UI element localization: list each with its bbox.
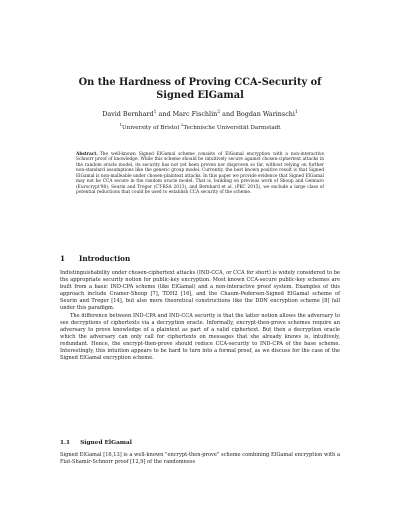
- section-number: 1: [60, 254, 66, 263]
- paragraph: Signed ElGamal [16,13] is a well-known "encrypt-then-prove" scheme combining ElGamal encryption with a Fiat-Shamir-Schnorr proof [12,9] of the randomness: [60, 452, 340, 466]
- affiliation-mark: 1: [119, 122, 122, 128]
- title-line-2: Signed ElGamal: [156, 90, 244, 101]
- author-name: and Marc Fischlin: [156, 110, 218, 118]
- paragraph: Indistinguishability under chosen-ciphertext attacks (IND-CCA, or CCA for short) is widely considered to be the appropriate security notion for public-key encryption. Most known CCA-secure public-key schemes are built from a basic IND-CPA scheme (like ElGamal) and a non-interactive proof system. Examples of this approach include Cramer-Shoup [7], TDH2 [16], and the Chaum-Pedersen-Signed ElGamal scheme of Seurin and Treger [14], but also more theoretical constructions like the DDN encryption scheme [8] fall under this paradigm.: [60, 270, 340, 312]
- introduction-body: [60, 270, 340, 362]
- affiliation-name: Technische Universität Darmstadt: [183, 125, 281, 131]
- author-list: [40, 110, 360, 119]
- section-heading-introduction: [60, 254, 340, 263]
- subsection-title: Signed ElGamal: [80, 440, 132, 446]
- abstract-text: The well-known Signed ElGamal scheme consists of ElGamal encryption with a non-interactive Schnorr proof of knowledge. While this scheme should be intuitively secure against chosen-ciphertext attacks in the random oracle model, its security has not yet been proven nor disproven so far, without relying on further non-standard assumptions like the generic group model. Currently, the best known positive result is that Signed ElGamal is non-malleable under chosen-plaintext attacks. In this paper we provide evidence that Signed ElGamal may not be CCA secure in the random oracle model. That is, building on previous work of Shoup and Gennaro (Eurocrypt'98), Seurin and Treger (CT-RSA 2013), and Bernhard et al. (PKC 2015), we exclude a large class of potential reductions that could be used to establish CCA security of the scheme.: [76, 152, 324, 196]
- subsection-heading-signed-elgamal: [60, 439, 340, 447]
- abstract-label: Abstract.: [76, 152, 98, 157]
- signed-elgamal-body: [60, 452, 340, 466]
- paper-title: [60, 76, 340, 102]
- affiliation-mark: 2: [180, 122, 184, 128]
- author-name: and Bogdan Warinschi: [220, 110, 295, 118]
- abstract: [76, 152, 324, 196]
- affiliation-mark: 1: [294, 109, 298, 115]
- affiliation-name: University of Bristol: [122, 125, 181, 131]
- affiliation-mark: 1: [153, 109, 157, 115]
- section-title: Introduction: [79, 254, 131, 263]
- author-name: David Bernhard: [102, 110, 154, 118]
- title-line-1: On the Hardness of Proving CCA-Security of: [78, 77, 322, 88]
- affiliation-mark: 2: [217, 109, 221, 115]
- affiliations: [40, 124, 360, 132]
- paragraph: The difference between IND-CPA and IND-CCA security is that the latter notion allows the adversary to see decryptions of ciphertexts via a decryption oracle. Informally, encrypt-then-prove schemes require an adversary to prove knowledge of a plaintext as part of a valid ciphertext. But then a decryption oracle which the adversary can only call for ciphertexts on messages that she already knows is, intuitively, redundant. Hence, the encrypt-then-prove should reduce CCA-security to IND-CPA of the base scheme. Interestingly, this intuition appears to be hard to turn into a formal proof, as we discuss for the case of the Signed ElGamal encryption scheme.: [60, 312, 340, 362]
- subsection-number: 1.1: [60, 440, 71, 446]
